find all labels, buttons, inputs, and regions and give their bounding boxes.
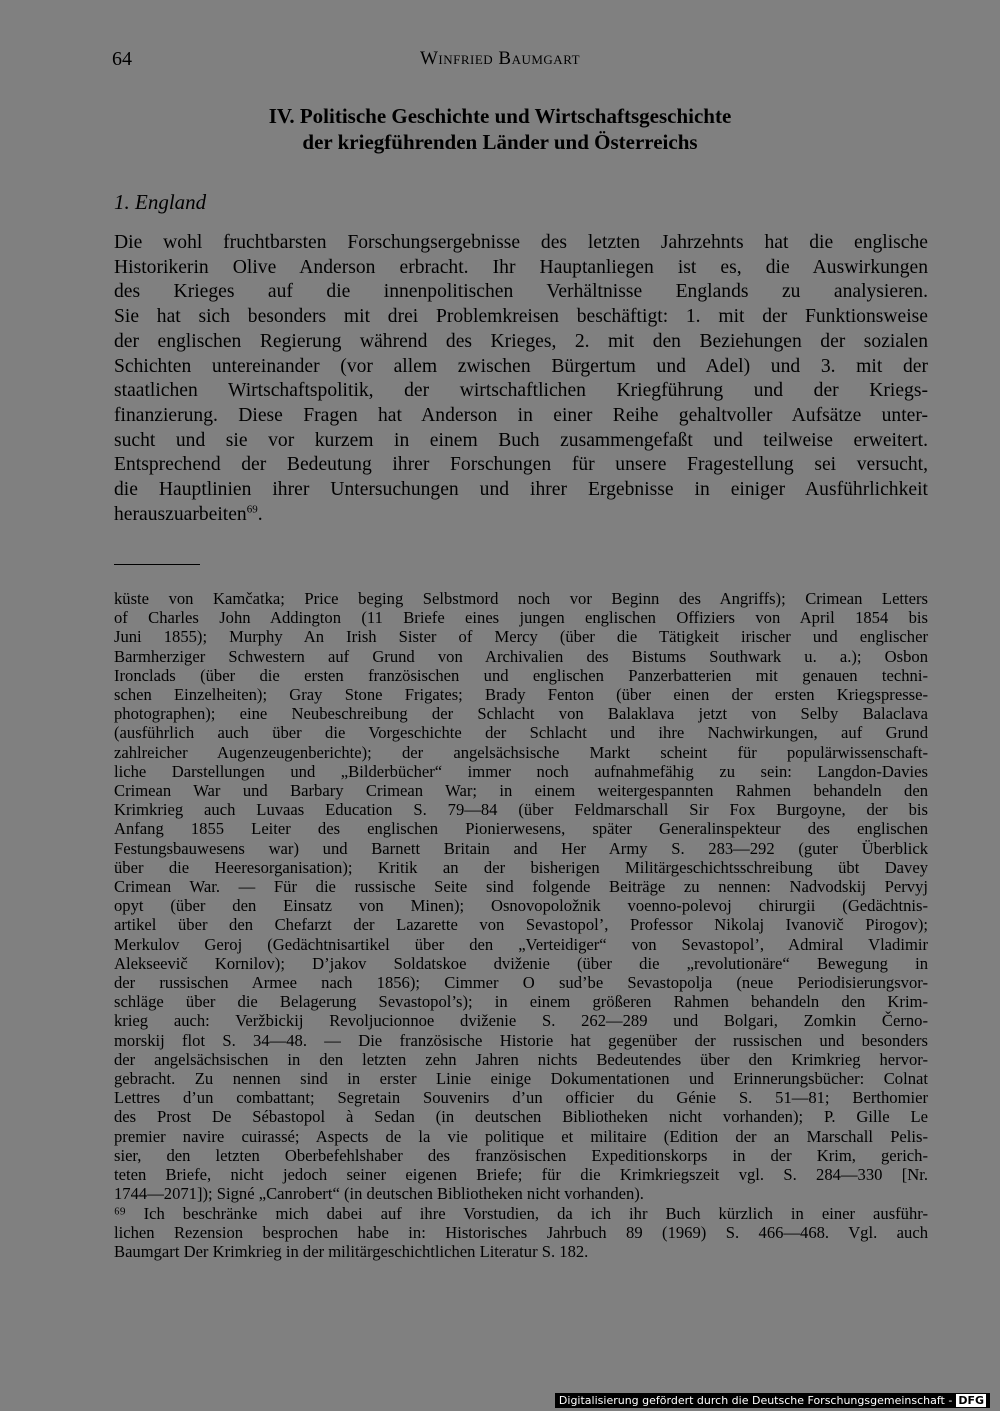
footnote-line: Barmherziger Schwestern auf Grund von Archivalien des Bistums Southwark u. a.); Osbon [114,646,928,666]
footnote-line: schläge über die Belagerung Sevastopol’s); in einem größeren Rahmen behandeln den Krim- [114,992,928,1012]
footnote-line: schen Einzelheiten); Gray Stone Frigates; Brady Fenton (über einen der ersten Kriegspresse- [114,685,928,705]
footnote-line: gebracht. Zu nennen sind in erster Linie einige Dokumentationen und Erinnerungsbücher: Colnat [114,1069,928,1089]
footnote-marker: 69 [246,503,258,516]
digitization-footer [555,1393,990,1408]
footnote-line: Lettres d’un combattant; Segretain Souvenirs d’un officier du Génie S. 51—81; Berthomier [114,1088,928,1108]
running-head: Winfried Baumgart [419,48,581,69]
footnote-line: Crimean War und Barbary Crimean War; in einem weitergespannten Rahmen behandeln den [114,781,928,801]
body-line: die Hauptlinien ihrer Untersuchungen und ihrer Ergebnisse in einiger Ausführlichkeit [114,479,928,501]
footnote-line: über die Heeresorganisation); Kritik an der bisherigen Militärgeschichtsschreibung übt Davey [114,857,928,877]
footer-text: Digitalisierung gefördert durch die Deutsche Forschungsgemeinschaft - [558,1394,953,1407]
footnote-line: der angelsächsischen in den letzten zehn Jahren nichts Bedeutendes über den Krimkrieg hervor- [114,1049,928,1069]
footnote-line: Alekseevič Kornilov); D’jakov Soldatskoe dviženie (über die „revolutionäre“ Bewegung in [114,953,928,973]
footnote-line: Anfang 1855 Leiter des englischen Pionierwesens, später Generalinspekteur des englischen [114,819,928,839]
body-line: der englischen Regierung während des Krieges, 2. mit den Beziehungen der sozialen [114,330,928,352]
body-line: finanzierung. Diese Fragen hat Anderson in einer Reihe gehaltvoller Aufsätze unter- [114,404,928,426]
footnote-line: sier, den letzten Oberbefehlshaber des französischen Expeditionskorps in der Krim, gerich- [114,1145,928,1165]
footnote-line: liche Darstellungen und „Bilderbücher“ immer noch aufnahmefähig zu sein: Langdon-Davies [114,761,928,781]
body-paragraph [114,231,928,527]
footnote-line: Ironclads (über die ersten französischen und englischen Panzerbatterien mit genauen techni- [114,665,928,685]
footnote-line: Juni 1855); Murphy An Irish Sister of Mercy (über die Tätigkeit irischer und englischer [114,627,928,647]
footnote-69-line: lichen Rezension besprochen habe in: Historisches Jahrbuch 89 (1969) S. 466—468. Vgl. auch [114,1222,928,1242]
footnote-69-line: ⁶⁹ Ich beschränke mich dabei auf ihre Vorstudien, da ich ihr Buch kürzlich in einer ausführ- [114,1203,928,1223]
footnote-line: (ausführlich auch über die Vorgeschichte der Schlacht und ihre Nachwirkungen, auf Grund [114,723,928,743]
body-line: des Krieges auf die innenpolitischen Verhältnisse Englands zu analysieren. [114,281,928,303]
body-line: Entsprechend der Bedeutung ihrer Forschungen für unsere Fragestellung sei versucht, [114,454,928,476]
footnote-line: teten Briefe, nicht jedoch seiner eigenen Briefe; für die Krimkriegszeit vgl. S. 284—330 [Nr. [114,1165,928,1185]
body-line: Die wohl fruchtbarsten Forschungsergebnisse des letzten Jahrzehnts hat die englische [114,232,928,253]
footnote-line: küste von Kamčatka; Price beging Selbstmord noch vor Beginn des Angriffs); Crimean Letters [114,589,928,608]
body-line: sucht und sie vor kurzem in einem Buch zusammengefaßt und teilweise erweitert. [114,429,928,451]
chapter-title-line-1: IV. Politische Geschichte und Wirtschaftsgeschichte [268,104,732,128]
footnote-line: of Charles John Addington (11 Briefe eines jungen englischen Offiziers von April 1854 bis [114,608,928,628]
footnote-line: photographen); eine Neubeschreibung der Schlacht von Balaklava jetzt von Selby Balaclava [114,704,928,724]
dfg-logo: DFG [958,1394,984,1407]
footnote-line: 1744—2071]); Signé „Canrobert“ (in deutschen Bibliotheken nicht vorhanden). [114,1184,644,1204]
footnote-69-line: Baumgart Der Krimkrieg in der militärgeschichtlichen Literatur S. 182. [114,1241,589,1261]
footnote-line: krieg auch: Veržbickij Revoljucionnoe dviženie S. 262—289 und Bolgari, Zomkin Černo- [114,1011,928,1031]
footnote-rule [114,564,200,565]
body-line-last [114,503,928,528]
footnotes [114,589,928,1261]
body-line-last-text: herauszuarbeiten [114,503,247,525]
body-line: staatlichen Wirtschaftspolitik, der wirtschaftlichen Kriegführung und der Kriegs- [114,380,928,402]
body-line: Sie hat sich besonders mit drei Problemkreisen beschäftigt: 1. mit der Funktionsweise [114,306,928,328]
footnote-line: Krimkrieg auch Luvaas Education S. 79—84 (über Feldmarschall Sir Fox Burgoyne, der bis [114,800,928,820]
footnote-line: artikel über den Chefarzt der Lazarette von Sevastopol’, Professor Nikolaj Ivanovič Pirogov); [114,915,928,935]
footnote-line: zahlreicher Augenzeugenberichte); der angelsächsische Markt scheint für populärwissenschaft- [114,742,928,762]
chapter-title [112,103,888,155]
footnote-line: Festungsbauwesens war) und Barnett Britain and Her Army S. 283—292 (guter Überblick [114,838,928,858]
footnote-line: Merkulov Geroj (Gedächtnisartikel über den „Verteidiger“ von Sevastopol’, Admiral Vladimir [114,934,928,954]
section-heading: 1. England [114,190,207,214]
body-end-punctuation: . [257,503,263,525]
chapter-title-line-2: der kriegführenden Länder und Österreichs [302,130,698,154]
footnote-line: morskij flot S. 34—48. — Die französische Historie hat gegenüber der russischen und besonders [114,1030,928,1050]
page-number: 64 [112,48,132,70]
footnote-line: premier navire cuirassé; Aspects de la vie politique et militaire (Edition der an Marschall Pelis- [114,1126,928,1146]
footnote-line: des Prost De Sébastopol à Sedan (in deutschen Bibliotheken nicht vorhanden); P. Gille Le [114,1107,928,1127]
body-line: Historikerin Olive Anderson erbracht. Ihr Hauptanliegen ist es, die Auswirkungen [114,256,928,278]
footnote-line: der russischen Armee nach 1856); Cimmer O sud’be Sevastopolja (neue Periodisierungsvor- [114,973,928,993]
body-line: Schichten untereinander (vor allem zwischen Bürgertum und Adel) und 3. mit der [114,355,928,377]
footnote-line: opyt (über den Einsatz von Minen); Osnovopoložnik voenno-polevoj chirurgii (Gedächtnis- [114,896,928,916]
footnote-line: Crimean War. — Für die russische Seite sind folgende Beiträge zu nennen: Nadvodskij Pervyj [114,877,928,897]
